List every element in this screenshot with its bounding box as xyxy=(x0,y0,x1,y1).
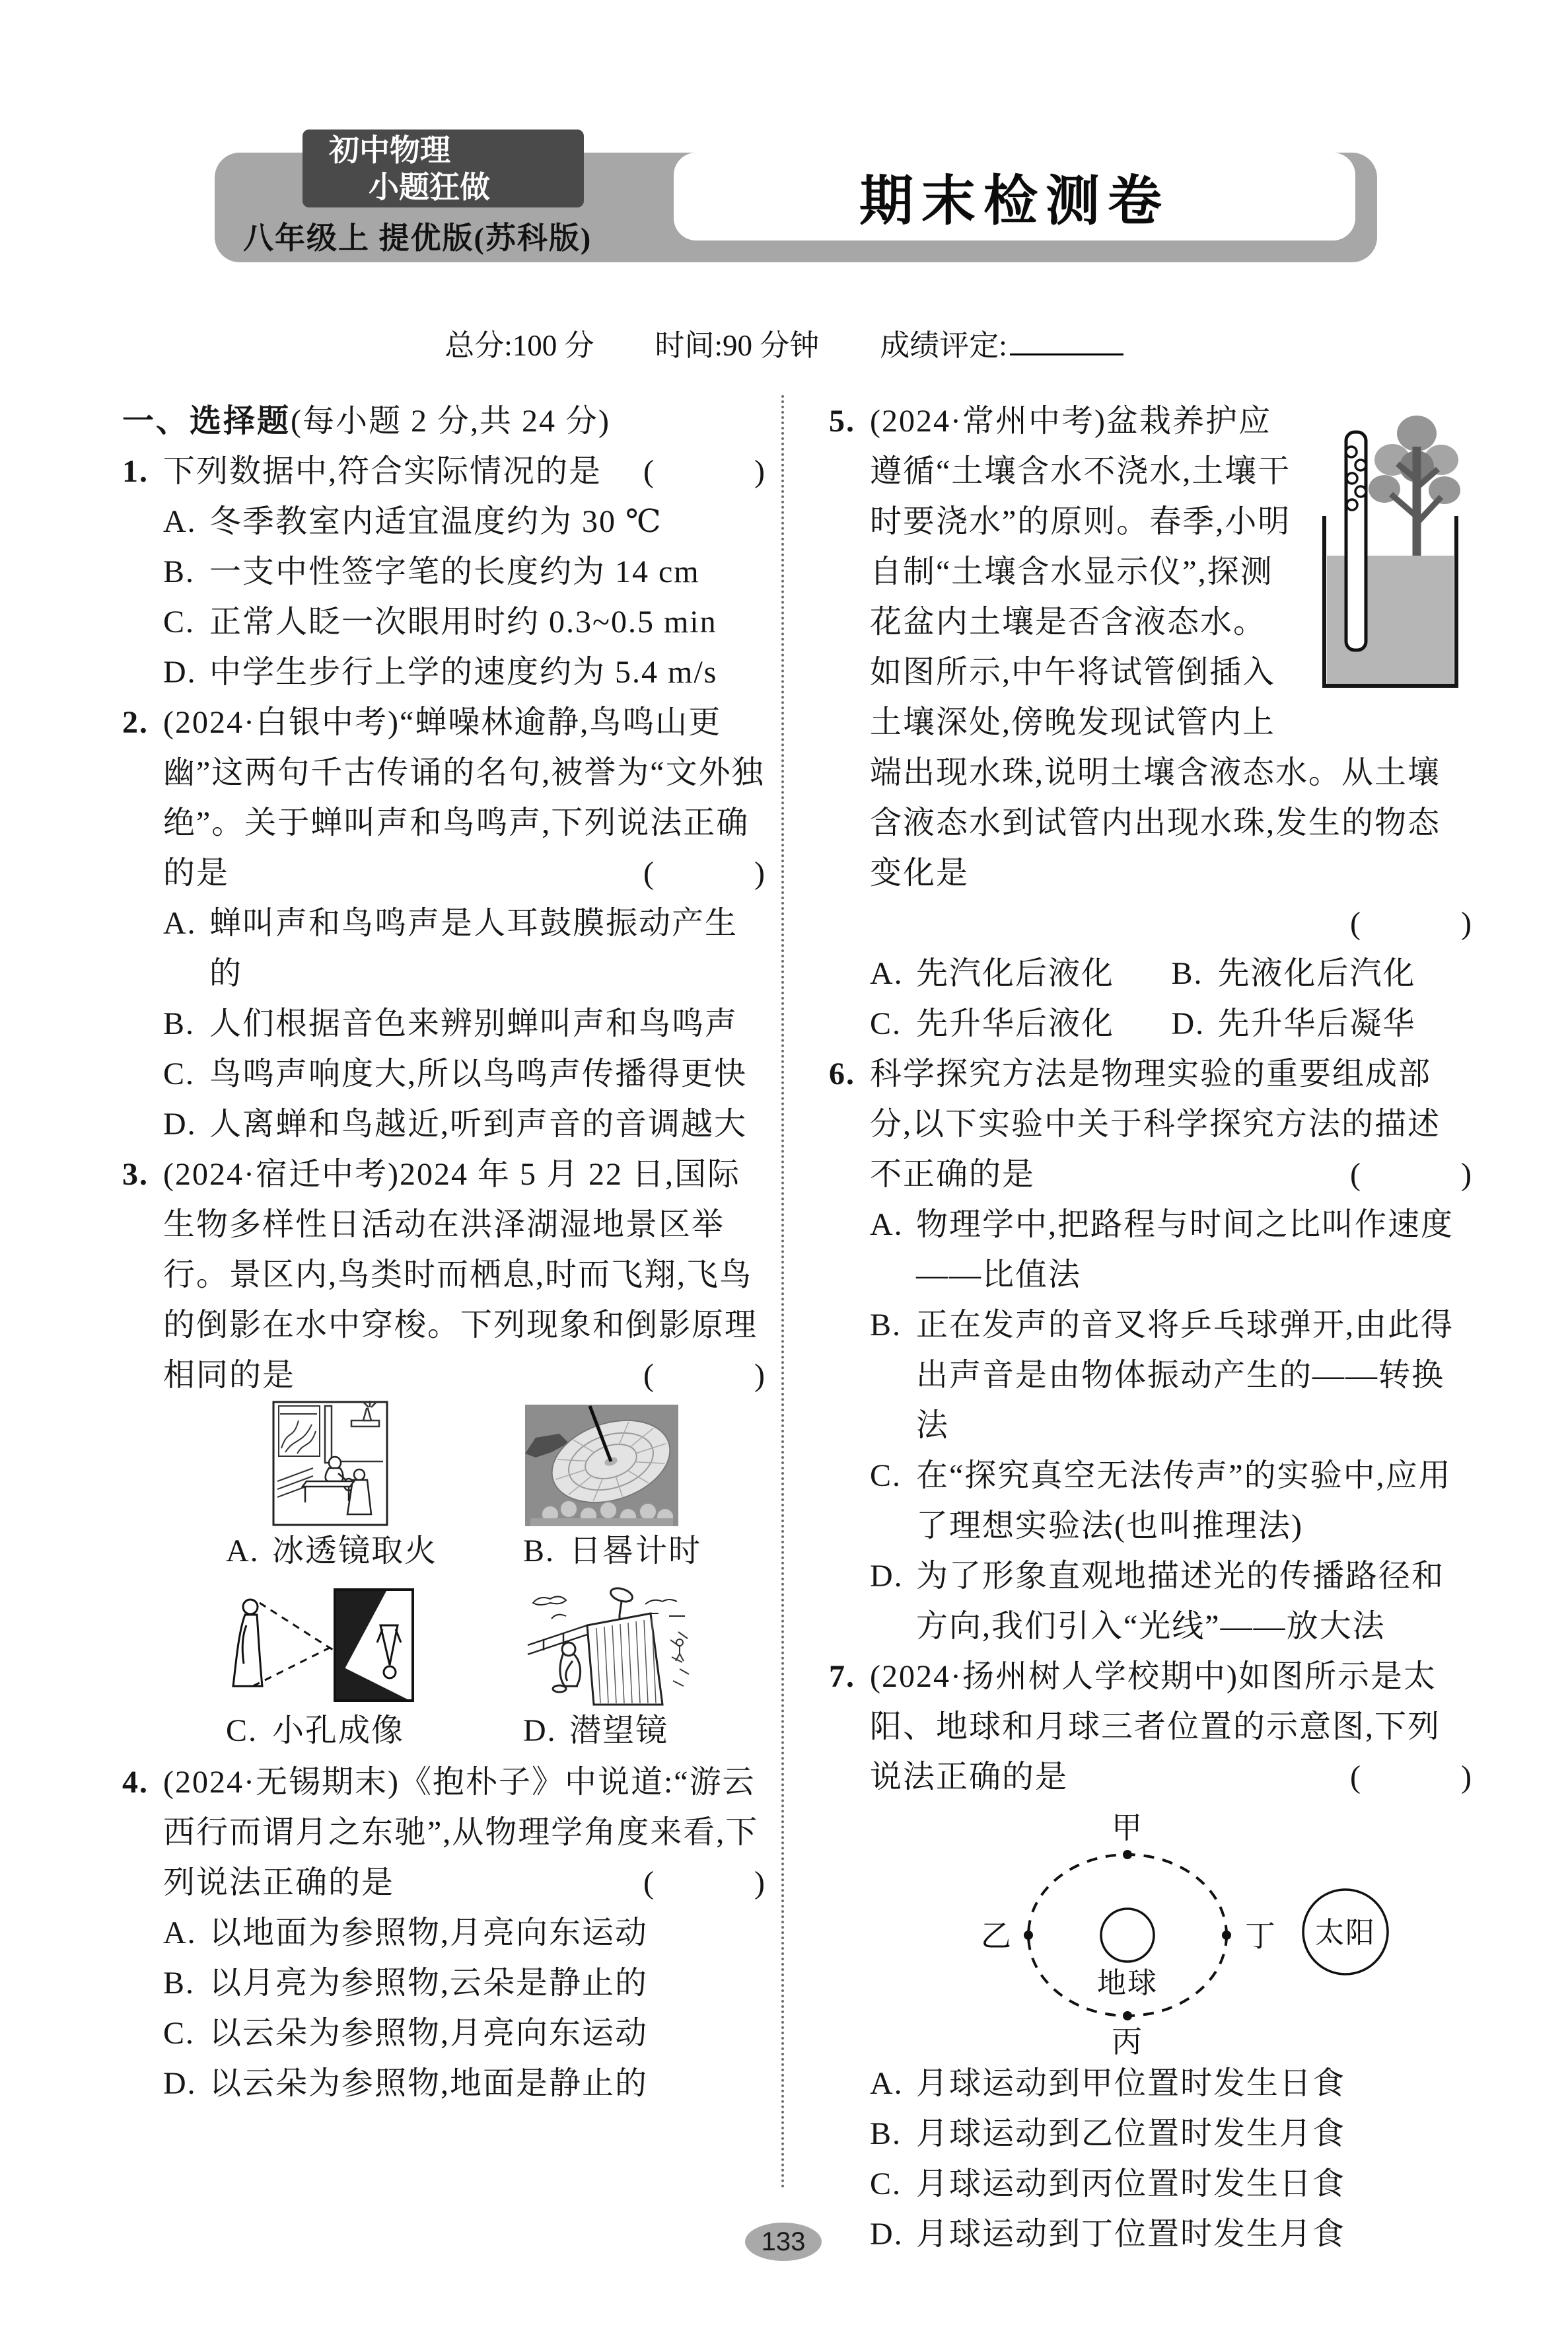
option-letter: C. xyxy=(870,2166,902,2201)
option-1a xyxy=(163,497,766,547)
question-2 xyxy=(122,698,766,1150)
option-letter: A. xyxy=(163,504,197,539)
option-letter: B. xyxy=(870,2116,902,2151)
figure-caption-text: 小孔成像 xyxy=(272,1713,405,1748)
section-title-text: 一、选择题 xyxy=(122,404,291,439)
option-5d xyxy=(1172,999,1474,1049)
grade-blank xyxy=(1010,327,1123,355)
position-label-jia: 甲 xyxy=(1112,1811,1143,1845)
edition-label: 八年级上 提优版(苏科版) xyxy=(243,221,592,255)
option-text: 月球运动到乙位置时发生月食 xyxy=(916,2116,1346,2151)
total-score-label: 总分:100 分 xyxy=(445,329,594,362)
earth-circle xyxy=(1101,1909,1154,1962)
time-limit-label: 时间:90 分钟 xyxy=(655,329,820,362)
figure-caption-text: 冰透镜取火 xyxy=(272,1533,438,1568)
figure-caption-a xyxy=(226,1526,437,1576)
answer-brackets: ( ) xyxy=(1350,906,1473,941)
question-7 xyxy=(829,1652,1473,2260)
page-number-badge xyxy=(745,2223,822,2261)
option-6c xyxy=(870,1451,1473,1551)
option-5b xyxy=(1172,949,1474,999)
question-6-stem xyxy=(870,1049,1473,1200)
ice-lens-figure xyxy=(272,1401,388,1526)
option-letter: B. xyxy=(163,1006,196,1041)
question-3-number: 3. xyxy=(122,1157,149,1192)
figure-caption-text: 日晷计时 xyxy=(569,1533,702,1568)
option-2d xyxy=(163,1099,766,1150)
option-text: 人们根据音色来辨别蝉叫声和鸟鸣声 xyxy=(209,1006,738,1041)
option-letter: A. xyxy=(163,906,197,941)
question-6-number: 6. xyxy=(829,1056,855,1091)
option-letter: D. xyxy=(870,2217,904,2252)
options-5ab xyxy=(870,949,1473,999)
question-7-stem xyxy=(870,1652,1473,1802)
answer-brackets: ( ) xyxy=(643,1358,766,1393)
answer-brackets: ( ) xyxy=(643,1865,766,1900)
option-4d xyxy=(163,2059,766,2109)
option-letter: D. xyxy=(1171,1006,1205,1041)
right-column xyxy=(829,396,1473,2260)
question-4-number: 4. xyxy=(122,1765,149,1800)
header-title-capsule xyxy=(674,153,1355,240)
question-6 xyxy=(829,1049,1473,1652)
option-text: 月球运动到丁位置时发生月食 xyxy=(916,2217,1346,2252)
options-5cd xyxy=(870,999,1473,1049)
option-7c xyxy=(870,2159,1473,2209)
option-text: 先升华后液化 xyxy=(916,1006,1115,1041)
question-4 xyxy=(122,1757,766,2109)
option-letter: B. xyxy=(1171,956,1203,991)
question-1-number: 1. xyxy=(122,454,149,489)
test-tube xyxy=(1346,432,1366,650)
option-text: 人离蝉和鸟越近,听到声音的音调越大 xyxy=(209,1107,748,1142)
option-6b xyxy=(870,1300,1473,1451)
figure-caption-b xyxy=(523,1526,701,1576)
option-2a xyxy=(163,899,766,999)
question-6-stem-text: 科学探究方法是物理实验的重要组成部分,以下实验中关于科学探究方法的描述不正确的是 xyxy=(870,1056,1441,1192)
periscope-figure xyxy=(521,1584,698,1706)
option-letter: B. xyxy=(870,1308,902,1343)
sun-earth-moon-diagram xyxy=(923,1806,1491,2057)
option-text: 月球运动到丙位置时发生日食 xyxy=(916,2166,1346,2201)
figure-caption-d xyxy=(523,1706,668,1756)
answer-brackets: ( ) xyxy=(643,454,766,489)
option-letter: B. xyxy=(523,1533,555,1568)
option-letter: C. xyxy=(163,2016,196,2051)
question-1-stem xyxy=(163,447,766,497)
option-letter: A. xyxy=(163,1915,197,1950)
option-text: 月球运动到甲位置时发生日食 xyxy=(916,2066,1346,2101)
figure-caption-text: 潜望镜 xyxy=(569,1713,669,1748)
option-text: 物理学中,把路程与时间之比叫作速度——比值法 xyxy=(916,1207,1454,1292)
option-letter: D. xyxy=(163,2066,197,2101)
option-letter: A. xyxy=(226,1533,260,1568)
series-badge xyxy=(303,129,584,207)
question-1 xyxy=(122,447,766,698)
question-5-stem xyxy=(870,396,1473,899)
question-5 xyxy=(829,396,1473,1049)
option-letter: A. xyxy=(870,956,904,991)
option-5c xyxy=(870,999,1172,1049)
earth-label: 地球 xyxy=(1097,1967,1158,1999)
option-letter: B. xyxy=(163,554,196,589)
answer-brackets: ( ) xyxy=(1350,1759,1473,1794)
option-text: 为了形象直观地描述光的传播路径和方向,我们引入“光线”——放大法 xyxy=(916,1559,1445,1644)
question-3 xyxy=(122,1150,766,1757)
question-1-stem-text: 下列数据中,符合实际情况的是 xyxy=(163,454,602,489)
question-2-stem-text: (2024·白银中考)“蝉噪林逾静,鸟鸣山更幽”这两句千古传诵的名句,被誉为“文外独绝”。关于蝉叫声和鸟鸣声,下列说法正确的是 xyxy=(163,705,765,891)
option-text: 先升华后凝华 xyxy=(1217,1006,1416,1041)
plant-pot-figure xyxy=(1308,400,1473,698)
option-6d xyxy=(870,1551,1473,1652)
question-2-number: 2. xyxy=(122,705,149,740)
option-4b xyxy=(163,1958,766,2009)
question-5-number: 5. xyxy=(829,404,855,439)
option-letter: C. xyxy=(226,1713,258,1748)
section-title xyxy=(122,396,766,447)
option-7a xyxy=(870,2059,1473,2109)
option-letter: C. xyxy=(163,1056,196,1091)
option-text: 先液化后汽化 xyxy=(1217,956,1416,991)
option-7d xyxy=(870,2209,1473,2260)
option-letter: A. xyxy=(870,2066,904,2101)
option-text: 以地面为参照物,月亮向东运动 xyxy=(209,1915,649,1950)
page-title: 期末检测卷 xyxy=(859,171,1170,231)
option-text: 以云朵为参照物,地面是静止的 xyxy=(209,2066,649,2101)
option-7b xyxy=(870,2109,1473,2159)
grade-label: 成绩评定: xyxy=(880,329,1007,362)
answer-brackets: ( ) xyxy=(1350,1157,1473,1192)
option-text: 以月亮为参照物,云朵是静止的 xyxy=(209,1966,649,2001)
question-3-stem xyxy=(163,1150,766,1401)
option-text: 正在发声的音叉将乒乓球弹开,由此得出声音是由物体振动产生的——转换法 xyxy=(916,1308,1454,1443)
option-letter: D. xyxy=(163,1107,197,1142)
option-text: 鸟鸣声响度大,所以鸟鸣声传播得更快 xyxy=(209,1056,748,1091)
option-4a xyxy=(163,1908,766,1958)
figure-caption-c xyxy=(226,1706,404,1756)
sundial-figure xyxy=(525,1405,678,1526)
option-text: 在“探究真空无法传声”的实验中,应用了理想实验法(也叫推理法) xyxy=(916,1458,1452,1543)
section-note: (每小题 2 分,共 24 分) xyxy=(291,404,610,439)
position-label-ding: 丁 xyxy=(1245,1919,1277,1953)
option-letter: B. xyxy=(163,1966,196,2001)
left-column xyxy=(122,396,766,2109)
option-text: 正常人眨一次眼用时约 0.3~0.5 min xyxy=(209,605,717,640)
option-text: 先汽化后液化 xyxy=(916,956,1115,991)
sun-label: 太阳 xyxy=(1315,1917,1376,1949)
option-letter: D. xyxy=(870,1559,904,1594)
series-badge-line2: 小题狂做 xyxy=(369,170,490,204)
column-divider xyxy=(781,395,784,2190)
question-3-figures xyxy=(163,1401,766,1757)
option-letter: D. xyxy=(523,1713,557,1748)
exam-meta xyxy=(0,321,1568,364)
position-label-yi: 乙 xyxy=(981,1919,1013,1953)
answer-brackets-line xyxy=(870,899,1473,949)
grade-field xyxy=(880,321,1123,364)
option-letter: C. xyxy=(870,1006,902,1041)
page-number: 133 xyxy=(761,2227,806,2256)
question-7-number: 7. xyxy=(829,1659,855,1694)
option-4c xyxy=(163,2009,766,2059)
option-6a xyxy=(870,1200,1473,1300)
question-5-stem-text: (2024·常州中考)盆栽养护应遵循“土壤含水不浇水,土壤干时要浇水”的原则。春季,小明自制“土壤含水显示仪”,探测花盆内土壤是否含液态水。如图所示,中午将试管倒插入土壤深处,傍晚发现试管内上端出现水珠,说明土壤含液态水。从土壤含液态水到试管内出现水珠,发生的物态变化是 xyxy=(870,404,1441,891)
option-letter: C. xyxy=(163,605,196,640)
pinhole-imaging-figure xyxy=(224,1586,417,1705)
question-2-stem xyxy=(163,698,766,899)
series-badge-line1: 初中物理 xyxy=(329,133,450,167)
question-7-stem-text: (2024·扬州树人学校期中)如图所示是太阳、地球和月球三者位置的示意图,下列说法正确的是 xyxy=(870,1659,1441,1794)
option-letter: A. xyxy=(870,1207,904,1242)
answer-brackets: ( ) xyxy=(643,856,766,891)
question-4-stem-text: (2024·无锡期末)《抱朴子》中说道:“游云西行而谓月之东驰”,从物理学角度来看,下列说法正确的是 xyxy=(163,1765,759,1900)
option-2b xyxy=(163,999,766,1049)
option-text: 中学生步行上学的速度约为 5.4 m/s xyxy=(209,655,718,690)
position-label-bing: 丙 xyxy=(1112,2025,1143,2057)
question-3-stem-text: (2024·宿迁中考)2024 年 5 月 22 日,国际生物多样性日活动在洪泽湖湿地景区举行。景区内,鸟类时而栖息,时而飞翔,飞鸟的倒影在水中穿梭。下列现象和倒影原理相同的是 xyxy=(163,1157,758,1393)
option-1c xyxy=(163,597,766,647)
option-1b xyxy=(163,547,766,597)
option-text: 以云朵为参照物,月亮向东运动 xyxy=(209,2016,649,2051)
option-5a xyxy=(870,949,1172,999)
option-letter: D. xyxy=(163,655,197,690)
option-1d xyxy=(163,647,766,698)
option-text: 一支中性签字笔的长度约为 14 cm xyxy=(209,554,700,589)
question-4-stem xyxy=(163,1757,766,1908)
option-text: 蝉叫声和鸟鸣声是人耳鼓膜振动产生的 xyxy=(209,906,738,991)
option-letter: C. xyxy=(870,1458,902,1493)
option-text: 冬季教室内适宜温度约为 30 ℃ xyxy=(209,504,662,539)
option-2c xyxy=(163,1049,766,1099)
